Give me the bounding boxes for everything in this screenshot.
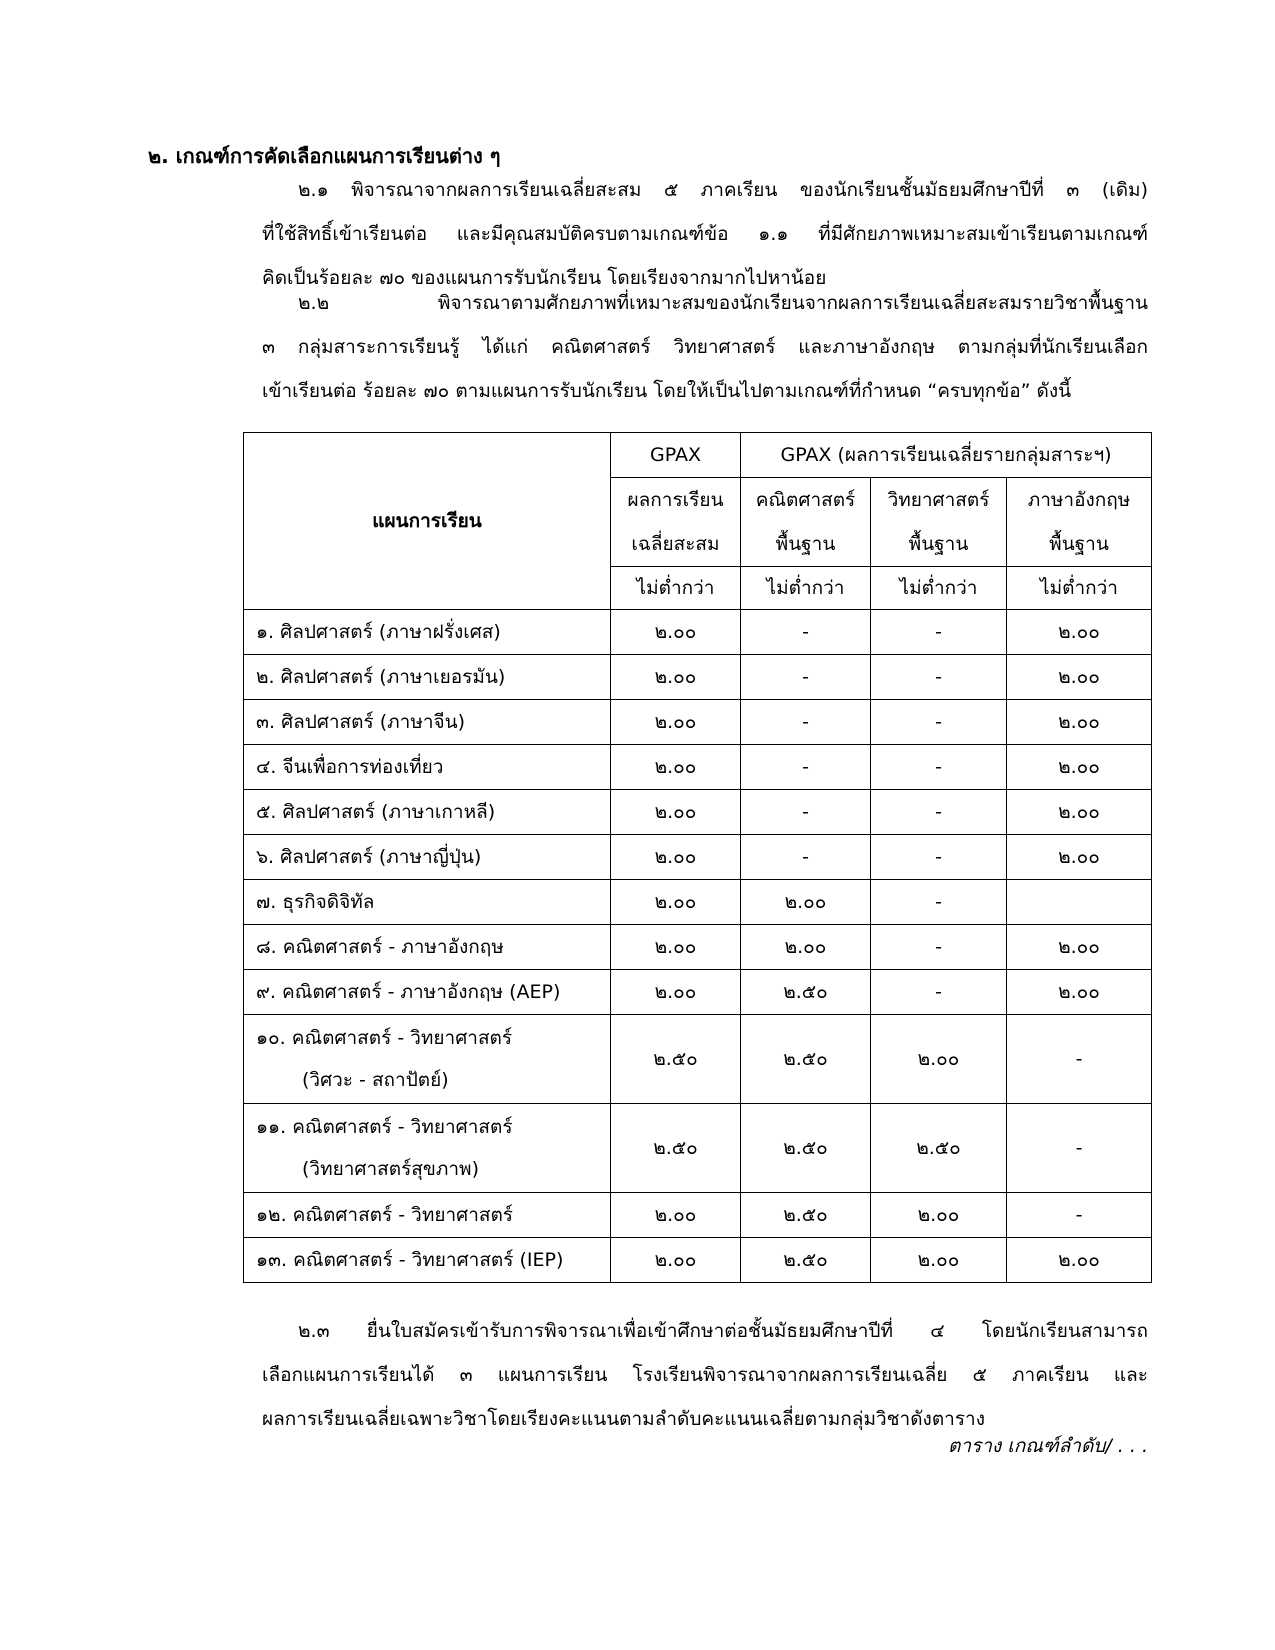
plan-name: ๙. คณิตศาสตร์ - ภาษาอังกฤษ (AEP) [256,981,561,1003]
table-row [244,1238,1152,1283]
plan-cell [244,1193,611,1238]
science-cell: ๒.๐๐ [871,1015,1007,1104]
science-cell: - [871,700,1007,745]
english-cell: ๒.๐๐ [1007,655,1152,700]
plan-name: ๔. จีนเพื่อการท่องเที่ยว [256,756,444,778]
gpax-cell: ๒.๐๐ [611,610,741,655]
english-cell: ๒.๐๐ [1007,1238,1152,1283]
english-cell [1007,880,1152,925]
english-cell: ๒.๐๐ [1007,610,1152,655]
gpax-cell: ๒.๐๐ [611,925,741,970]
science-cell: - [871,790,1007,835]
table-row [244,880,1152,925]
continuation-note: ตาราง เกณฑ์ลำดับ/ . . . [948,1435,1148,1457]
plan-cell [244,700,611,745]
minimum-label: ไม่ต่ำกว่า [871,567,1007,610]
plan-cell [244,1104,611,1193]
plan-name: ๑๑. คณิตศาสตร์ - วิทยาศาสตร์ [256,1116,513,1138]
table-row [244,835,1152,880]
header-line: วิทยาศาสตร์ [887,489,990,511]
paragraph-line: ๒.๒ พิจารณาตามศักยภาพที่เหมาะสมของนักเรียนจากผลการเรียนเฉลี่ยสะสมรายวิชาพื้นฐาน [298,292,1148,314]
table-row [244,1015,1152,1104]
science-cell: - [871,655,1007,700]
table-row [244,610,1152,655]
gpax-cell: ๒.๐๐ [611,745,741,790]
math-cell: - [741,790,871,835]
paragraph-line: ที่ใช้สิทธิ์เข้าเรียนต่อ และมีคุณสมบัติครบตามเกณฑ์ข้อ ๑.๑ ที่มีศักยภาพเหมาะสมเข้าเรียนตามเกณฑ์ [262,223,1148,245]
math-cell: - [741,655,871,700]
plan-cell [244,970,611,1015]
math-cell: ๒.๕๐ [741,1193,871,1238]
gpax-cell: ๒.๐๐ [611,655,741,700]
science-cell: ๒.๕๐ [871,1104,1007,1193]
english-cell: ๒.๐๐ [1007,745,1152,790]
criteria-table [243,432,1152,1283]
paragraph-line: ๒.๑ พิจารณาจากผลการเรียนเฉลี่ยสะสม ๕ ภาคเรียน ของนักเรียนชั้นมัธยมศึกษาปีที่ ๓ (เดิม) [298,179,1148,201]
paragraph-line: ๒.๓ ยื่นใบสมัครเข้ารับการพิจารณาเพื่อเข้าศึกษาต่อชั้นมัธยมศึกษาปีที่ ๔ โดยนักเรียนสามารถ [298,1320,1148,1342]
science-cell: - [871,745,1007,790]
header-line: เฉลี่ยสะสม [631,533,720,555]
science-cell: - [871,925,1007,970]
minimum-label: ไม่ต่ำกว่า [611,567,741,610]
plan-name: ๕. ศิลปศาสตร์ (ภาษาเกาหลี) [256,801,496,823]
paragraph-line: ผลการเรียนเฉลี่ยเฉพาะวิชาโดยเรียงคะแนนตามลำดับคะแนนเฉลี่ยตามกลุ่มวิชาดังตาราง [262,1408,985,1430]
gpax-cell: ๒.๐๐ [611,790,741,835]
gpax-cell: ๒.๐๐ [611,1238,741,1283]
gpax-cell: ๒.๕๐ [611,1104,741,1193]
plan-name: ๖. ศิลปศาสตร์ (ภาษาญี่ปุ่น) [256,846,482,868]
header-line: พื้นฐาน [1049,533,1109,555]
math-cell: ๒.๐๐ [741,880,871,925]
math-cell: - [741,835,871,880]
plan-cell [244,610,611,655]
math-cell: ๒.๕๐ [741,1238,871,1283]
header-line: พื้นฐาน [908,533,969,555]
table-row [244,700,1152,745]
minimum-label: ไม่ต่ำกว่า [1007,567,1152,610]
plan-subtitle: (วิศวะ - สถาปัตย์) [302,1069,449,1091]
plan-name: ๒. ศิลปศาสตร์ (ภาษาเยอรมัน) [256,666,506,688]
science-cell: - [871,970,1007,1015]
english-cell: - [1007,1104,1152,1193]
gpax-column-header [611,478,741,567]
science-cell: ๒.๐๐ [871,1238,1007,1283]
minimum-label: ไม่ต่ำกว่า [741,567,871,610]
english-column-header [1007,478,1152,567]
table-row [244,790,1152,835]
plan-cell [244,835,611,880]
header-line: พื้นฐาน [775,533,836,555]
section-heading: ๒. เกณฑ์การคัดเลือกแผนการเรียนต่าง ๆ [148,144,501,168]
paragraph-2-2 [262,281,1148,413]
math-cell: ๒.๕๐ [741,1015,871,1104]
plan-name: ๑. ศิลปศาสตร์ (ภาษาฝรั่งเศส) [256,621,501,643]
paragraph-line: เลือกแผนการเรียนได้ ๓ แผนการเรียน โรงเรียนพิจารณาจากผลการเรียนเฉลี่ย ๕ ภาคเรียน และ [262,1364,1148,1386]
plan-name: ๑๐. คณิตศาสตร์ - วิทยาศาสตร์ [256,1027,513,1049]
english-cell: - [1007,1193,1152,1238]
paragraph-2-3 [262,1309,1148,1441]
plan-name: ๘. คณิตศาสตร์ - ภาษาอังกฤษ [256,936,504,958]
plan-name: ๑๒. คณิตศาสตร์ - วิทยาศาสตร์ [256,1204,514,1226]
gpax-header: GPAX [611,433,741,478]
gpax-cell: ๒.๐๐ [611,700,741,745]
header-line: ภาษาอังกฤษ [1027,489,1131,511]
plan-cell [244,745,611,790]
plan-cell [244,1015,611,1104]
plan-subtitle: (วิทยาศาสตร์สุขภาพ) [302,1158,479,1180]
plan-cell [244,655,611,700]
plan-column-header: แผนการเรียน [244,433,611,610]
english-cell: ๒.๐๐ [1007,790,1152,835]
science-column-header [871,478,1007,567]
math-cell: - [741,745,871,790]
gpax-cell: ๒.๕๐ [611,1015,741,1104]
math-cell: ๒.๕๐ [741,970,871,1015]
plan-cell [244,1238,611,1283]
table-row [244,1104,1152,1193]
plan-cell [244,790,611,835]
gpax-group-header: GPAX (ผลการเรียนเฉลี่ยรายกลุ่มสาระฯ) [741,433,1152,478]
math-cell: ๒.๕๐ [741,1104,871,1193]
table-row [244,925,1152,970]
english-cell: - [1007,1015,1152,1104]
table-row [244,970,1152,1015]
gpax-cell: ๒.๐๐ [611,1193,741,1238]
header-line: คณิตศาสตร์ [755,489,856,511]
paragraph-line: ๓ กลุ่มสาระการเรียนรู้ ได้แก่ คณิตศาสตร์ วิทยาศาสตร์ และภาษาอังกฤษ ตามกลุ่มที่นักเรียนเลือก [262,336,1148,358]
gpax-cell: ๒.๐๐ [611,835,741,880]
plan-name: ๑๓. คณิตศาสตร์ - วิทยาศาสตร์ (IEP) [256,1249,564,1271]
gpax-cell: ๒.๐๐ [611,970,741,1015]
criteria-table-body [244,610,1152,1283]
math-cell: - [741,700,871,745]
plan-cell [244,880,611,925]
science-cell: - [871,835,1007,880]
math-cell: - [741,610,871,655]
math-column-header [741,478,871,567]
science-cell: - [871,610,1007,655]
table-row [244,1193,1152,1238]
science-cell: ๒.๐๐ [871,1193,1007,1238]
table-row [244,745,1152,790]
header-line: ผลการเรียน [627,489,724,511]
english-cell: ๒.๐๐ [1007,970,1152,1015]
plan-name: ๓. ศิลปศาสตร์ (ภาษาจีน) [256,711,466,733]
english-cell: ๒.๐๐ [1007,700,1152,745]
table-row [244,655,1152,700]
paragraph-line: เข้าเรียนต่อ ร้อยละ ๗๐ ตามแผนการรับนักเรียน โดยให้เป็นไปตามเกณฑ์ที่กำหนด “ครบทุกข้อ” ดังนี้ [262,380,1072,402]
english-cell: ๒.๐๐ [1007,835,1152,880]
paragraph-line: คิดเป็นร้อยละ ๗๐ ของแผนการรับนักเรียน โดยเรียงจากมากไปหาน้อย [262,267,827,289]
math-cell: ๒.๐๐ [741,925,871,970]
plan-cell [244,925,611,970]
plan-name: ๗. ธุรกิจดิจิทัล [256,891,375,913]
gpax-cell: ๒.๐๐ [611,880,741,925]
english-cell: ๒.๐๐ [1007,925,1152,970]
science-cell: - [871,880,1007,925]
